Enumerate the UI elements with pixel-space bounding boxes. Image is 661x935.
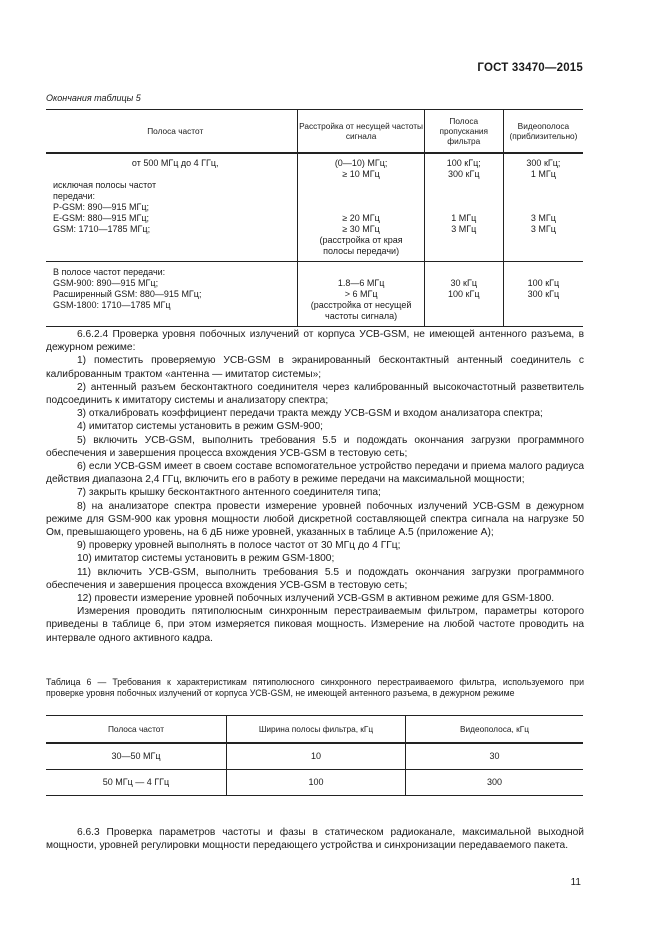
- table5-header-video: Видеополоса (приблизительно): [503, 110, 583, 154]
- offset-note: (расстройка от несущей частоты сигнала): [310, 300, 412, 321]
- table5-row: [46, 153, 583, 262]
- table6-header-row: [46, 716, 583, 744]
- document-header: ГОСТ 33470—2015: [477, 62, 583, 74]
- table6-cell: 100: [227, 770, 406, 796]
- band-egsm: Расширенный GSM: 880—915 МГц;: [53, 289, 202, 299]
- video-value: 100 кГц: [527, 278, 560, 288]
- section-heading: 6.6.3 Проверка параметров частоты и фазы в статическом радиоканале, максимальной выходной мощности, уровней регулировки мощности передающего устройства и синхронизации передаваемого пакета.: [46, 827, 584, 852]
- table6-header-filter: Ширина полосы фильтра, кГц: [227, 716, 406, 744]
- table5-cell-band: [46, 262, 298, 327]
- band-intro: В полосе частот передачи:: [53, 267, 166, 277]
- table-5: [46, 109, 583, 327]
- band-gsm900: GSM-900: 890—915 МГц;: [53, 278, 159, 288]
- table5-cell-filter: [424, 153, 503, 262]
- table-row: [46, 743, 583, 770]
- step: 8) на анализаторе спектра провести измерение уровней побочных излучений УСВ-GSM в дежурном режиме для GSM-900 как уровня мощности любой дискретной составляющей спектра сигнала на нагрузке 50 Ом, превышающего уровень, на 6 дБ ниже уровней, указанных в таблице А.5 (приложение А);: [46, 500, 584, 539]
- offset-value: (0—10) МГц;: [334, 158, 388, 168]
- step: 5) включить УСВ-GSM, выполнить требования 5.5 и подождать окончания загрузки программного обеспечения и завершения процесса вхождения УСВ-GSM в тестовую сеть;: [46, 434, 584, 459]
- step: 3) откалибровать коэффициент передачи тракта между УСВ-GSM и входом анализатора спектра;: [77, 408, 543, 420]
- video-value: 300 кГц;: [526, 158, 561, 168]
- page-number: 11: [570, 877, 581, 888]
- table-6: [46, 715, 583, 796]
- body-text: [46, 328, 584, 645]
- table6-header-band: Полоса частот: [46, 716, 227, 744]
- band-gsm1800: GSM-1800: 1710—1785 МГц: [53, 300, 171, 310]
- table6-caption: Таблица 6 — Требования к характеристикам пятиполюсного синхронного перестраиваемого фильтра, используемого при проверке уровня побочных излучений от корпуса УСВ-GSM, не имеющей антенного разъема, в дежурном режиме: [46, 677, 584, 699]
- step: 1) поместить проверяемую УСВ-GSM в экранированный бесконтактный антенный соединитель с калиброванным трактом «антенна — имитатор системы»;: [46, 355, 584, 380]
- table5-cell-video: [503, 262, 583, 327]
- step: 4) имитатор системы установить в режим GSM-900;: [77, 421, 323, 433]
- offset-value: 1.8—6 МГц: [337, 278, 385, 288]
- table-row: [46, 770, 583, 796]
- step: 11) включить УСВ-GSM, выполнить требования 5.5 и подождать окончания загрузки программного обеспечения и завершения процесса вхождения УСВ-GSM в тестовую сеть;: [46, 566, 584, 591]
- table5-header-band: Полоса частот: [46, 110, 298, 154]
- step: 2) антенный разъем бесконтактного соединителя через калиброванный высокочастотный разветвитель подсоединить к имитатору системы и анализатору спектра;: [46, 381, 584, 407]
- table5-cell-offset: [298, 153, 424, 262]
- section-heading: 6.6.2.4 Проверка уровня побочных излучений от корпуса УСВ-GSM, не имеющей антенного разъема, в дежурном режиме:: [46, 329, 584, 354]
- band-gsm: GSM: 1710—1785 МГц;: [53, 224, 151, 234]
- band-exclusion: исключая полосы частот передачи:: [53, 180, 157, 201]
- video-value: 1 МГц: [530, 169, 556, 179]
- table5-cell-video: [503, 153, 583, 262]
- table5-header-offset: Расстройка от несущей частоты сигнала: [298, 110, 424, 154]
- table5-header-filter: Полоса пропускания фильтра: [424, 110, 503, 154]
- step: 6) если УСВ-GSM имеет в своем составе вспомогательное устройство передачи и приема малого радиуса действия диапазона 2,4 ГГц, включить его в работу в режиме передачи на максимальной мощности;: [46, 461, 584, 486]
- video-value: 3 МГц: [530, 213, 556, 223]
- table6-cell: 30: [406, 743, 584, 770]
- step: 12) провести измерение уровней побочных излучений УСВ-GSM в активном режиме для GSM-1800.: [77, 593, 555, 605]
- step: 10) имитатор системы установить в режим GSM-1800;: [77, 553, 335, 565]
- filter-value: 100 кГц: [448, 289, 480, 299]
- band-egsm: E-GSM: 880—915 МГц;: [53, 213, 150, 223]
- offset-note: (расстройка от края полосы передачи): [319, 235, 403, 256]
- band-range: от 500 МГц до 4 ГГц,: [131, 158, 219, 168]
- table5-header-row: [46, 110, 583, 154]
- band-pgsm: P-GSM: 890—915 МГц;: [53, 202, 150, 212]
- table6-cell: 10: [227, 743, 406, 770]
- table5-cell-offset: [298, 262, 424, 327]
- table5-caption: Окончания таблицы 5: [46, 93, 141, 103]
- offset-value: ≥ 10 МГц: [342, 169, 380, 179]
- table5-cell-band: [46, 153, 298, 262]
- filter-value: 3 МГц: [451, 224, 477, 234]
- table5-row: [46, 262, 583, 327]
- video-value: 300 кГц: [527, 289, 560, 299]
- offset-value: ≥ 30 МГц: [342, 224, 380, 234]
- table6-cell: 30—50 МГц: [111, 751, 161, 761]
- paragraph: Измерения проводить пятиполюсным синхронным перестраиваемым фильтром, параметры которого приведены в таблице 6, при этом измеряется пиковая мощность. Измерение на любой частоте проводить на интервале одного активного кадра.: [46, 606, 584, 644]
- offset-value: ≥ 20 МГц: [342, 213, 380, 223]
- filter-value: 1 МГц: [451, 213, 477, 223]
- table5-cell-filter: [424, 262, 503, 327]
- final-paragraph: [46, 826, 584, 852]
- step: 7) закрыть крышку бесконтактного антенного соединителя типа;: [77, 487, 381, 499]
- table6-header-video: Видеополоса, кГц: [406, 716, 584, 744]
- filter-value: 100 кГц;: [446, 158, 481, 168]
- offset-value: > 6 МГц: [344, 289, 378, 299]
- table6-cell: 50 МГц — 4 ГГц: [46, 770, 227, 796]
- table6-cell: 300: [406, 770, 584, 796]
- step: 9) проверку уровней выполнять в полосе частот от 30 МГц до 4 ГГц;: [77, 540, 401, 552]
- filter-value: 30 кГц: [450, 278, 478, 288]
- filter-value: 300 кГц: [448, 169, 480, 179]
- video-value: 3 МГц: [530, 224, 556, 234]
